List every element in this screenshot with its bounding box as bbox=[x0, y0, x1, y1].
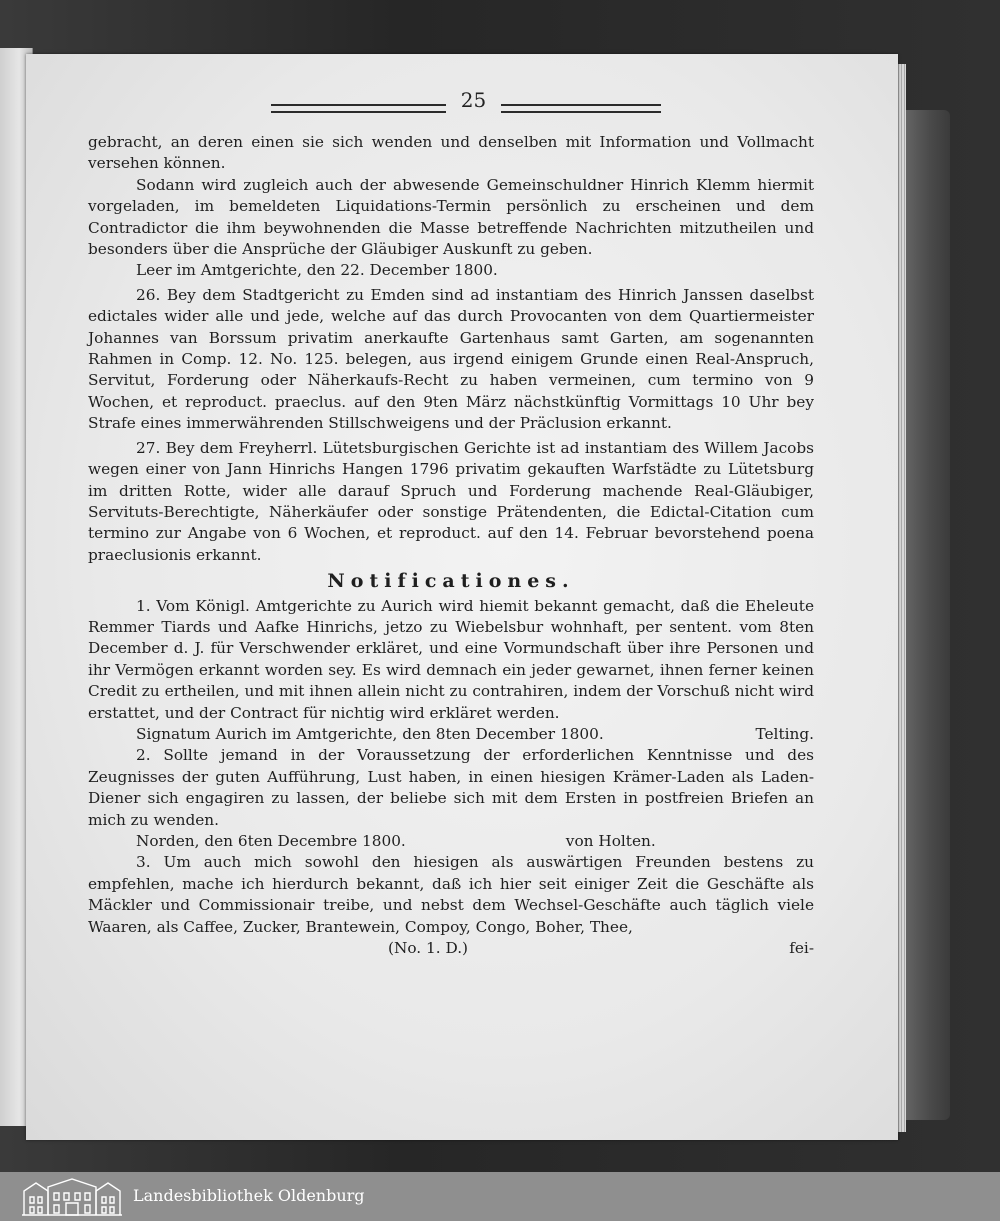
notice-1: 1. Vom Königl. Amtgerichte zu Aurich wird hiemit bekannt gemacht, daß die Eheleute Remmer Tiards und Aafke Hinrichs, jetzo zu Wiebelsbur wohnhaft, per sentent. vom 8ten December d. J. für Verschwender erkläret, und eine Vormundschaft über ihre Personen und ihr Vermögen erkannt worden sey. Es wird demnach ein jeder gewarnet, ihnen ferner keinen Credit zu ertheilen, und mit ihnen allein nicht zu contrahiren, indem der Vorschuß nicht wird erstattet, und der Contract für nichtig wird erkläret werden. bbox=[88, 596, 814, 722]
paragraph-dateline: Leer im Amtgerichte, den 22. December 1800. bbox=[136, 261, 498, 280]
notice-3: 3. Um auch mich sowohl den hiesigen als auswärtigen Freunden bestens zu empfehlen, mache ich hierdurch bekannt, daß ich hier seit einiger Zeit die Geschäfte als Mäckler und Commissionair treibe, und nebst dem Wechsel-Geschäfte auch täglich viele Waaren, als Caffee, Zucker, Brantewein, Compoy, Congo, Boher, Thee, bbox=[88, 853, 814, 936]
header-rule-right bbox=[501, 104, 661, 113]
signature-mark: (No. 1. D.) bbox=[388, 939, 469, 958]
page-text bbox=[88, 132, 814, 959]
page-number: 25 bbox=[460, 88, 487, 112]
notice-2: 2. Sollte jemand in der Voraussetzung der erforderlichen Kenntnisse und des Zeugnisses der guten Aufführung, Lust haben, in einen hiesigen Krämer-Laden als Laden-Diener sich engagiren zu lassen, der beliebe sich mit dem Ersten in postfreien Briefen an mich zu wenden. bbox=[88, 746, 814, 829]
signature-2-place-date: Norden, den 6ten Decembre 1800. bbox=[136, 832, 406, 850]
paragraph-26: 26. Bey dem Stadtgericht zu Emden sind ad instantiam des Hinrich Janssen daselbst edictales wider alle und jede, welche auf das durch Provocanten von dem Quartiermeister Johannes van Borssum privatim anerkaufte Gartenhaus samt Garten, am sogenannten Rahmen in Comp. 12. No. 125. belegen, aus irgend einigem Grunde einen Real-Anspruch, Servitut, Forderung oder Näherkaufs-Recht zu haben vermeinen, cum termino von 9 Wochen, et reproduct. praeclus. auf den 9ten März nächstkünftig Vormittags 10 Uhr bey Strafe eines immerwährenden Stillschweigens und der Präclusion erkannt. bbox=[88, 285, 814, 433]
catchword: fei- bbox=[789, 939, 814, 958]
paragraph-27: 27. Bey dem Freyherrl. Lütetsburgischen Gerichte ist ad instantiam des Willem Jacobs wegen einer von Jann Hinrichs Hangen 1796 privatim gekauften Warfstädte zu Lütetsburg im dritten Rotte, wider alle darauf Spruch und Forderung machende Real-Gläubiger, Servituts-Berechtigte, Näherkäufer oder sonstige Prätendenten, die Edictal-Citation cum termino zur Angabe von 6 Wochen, et reproduct. auf den 14. Februar bevorstehend poena praeclusionis erkannt. bbox=[88, 438, 814, 564]
library-name: Landesbibliothek Oldenburg bbox=[133, 1186, 365, 1205]
signature-1-name: Telting. bbox=[755, 724, 814, 743]
paragraph-continuation: gebracht, an deren einen sie sich wenden und denselben mit Information und Vollmacht versehen können. bbox=[88, 133, 814, 173]
signature-2 bbox=[88, 831, 814, 852]
book-page bbox=[26, 54, 898, 1140]
signature-1 bbox=[88, 724, 814, 745]
header-rule-left bbox=[271, 104, 446, 113]
page-footer-line bbox=[88, 938, 814, 959]
book-cover bbox=[900, 110, 950, 1120]
signature-1-place-date: Signatum Aurich im Amtgerichte, den 8ten December 1800. bbox=[136, 724, 604, 743]
section-heading: Notificationes. bbox=[327, 570, 575, 593]
paragraph-summons: Sodann wird zugleich auch der abwesende Gemeinschuldner Hinrich Klemm hiermit vorgeladen, im bemeldeten Liquidations-Termin persönlich zu erscheinen und dem Contradictor die ihm beywohnenden die Masse betreffende Nachrichten mitzutheilen und besonders über die Ansprüche der Gläubiger Auskunft zu geben. bbox=[88, 175, 814, 259]
library-building-icon bbox=[22, 1177, 122, 1217]
signature-2-name: von Holten. bbox=[565, 832, 656, 850]
